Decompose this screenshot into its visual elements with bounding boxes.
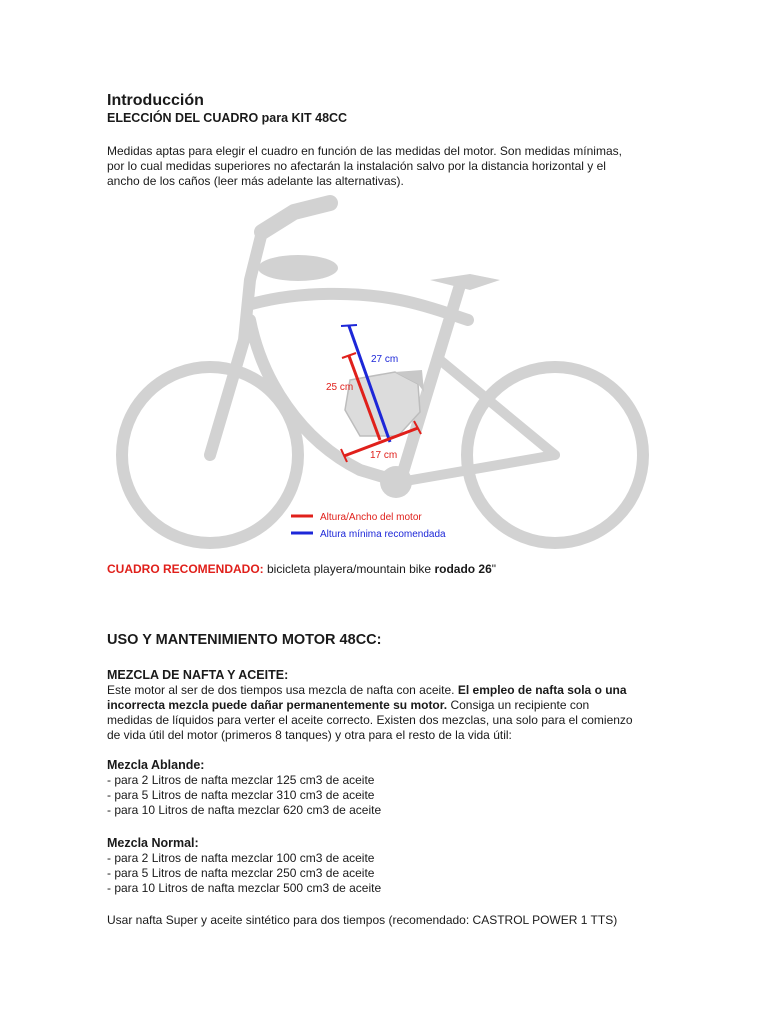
label-17cm: 17 cm <box>370 450 398 461</box>
intro-paragraph-line-2: por lo cual medidas superiores no afectarán la instalación salvo por la distancia horizontal y el <box>107 159 606 173</box>
normal-item: - para 2 Litros de nafta mezclar 100 cm3 de aceite <box>107 851 375 865</box>
intro-paragraph-line-1: Medidas aptas para elegir el cuadro en función de las medidas del motor. Son medidas mínimas, <box>107 144 622 158</box>
motor-block <box>345 372 420 436</box>
fuel-recommendation: Usar nafta Super y aceite sintético para dos tiempos (recomendado: CASTROL POWER 1 TTS) <box>107 913 618 927</box>
chain-stay <box>400 455 555 482</box>
mix-paragraph-line-3: medidas de líquidos para verter el aceite correcto. Existen dos mezclas, una solo para el comienzo <box>107 713 633 727</box>
ablande-item: - para 10 Litros de nafta mezclar 620 cm3 de aceite <box>107 803 382 817</box>
ablande-item: - para 5 Litros de nafta mezclar 310 cm3 de aceite <box>107 788 375 802</box>
legend-motor-label: Altura/Ancho del motor <box>320 512 422 523</box>
label-27cm: 27 cm <box>371 354 399 365</box>
seat <box>430 274 500 290</box>
intro-subtitle: ELECCIÓN DEL CUADRO para KIT 48CC <box>107 111 348 125</box>
mix-paragraph-line-4: de vida útil del motor (primeros 8 tanques) y otra para el resto de la vida útil: <box>107 728 512 742</box>
ablande-title: Mezcla Ablande: <box>107 758 205 772</box>
mix-title: MEZCLA DE NAFTA Y ACEITE: <box>107 668 289 682</box>
recommended-frame-line <box>107 562 496 577</box>
legend-min-label: Altura mínima recomendada <box>320 529 446 540</box>
normal-item: - para 10 Litros de nafta mezclar 500 cm3 de aceite <box>107 881 382 895</box>
label-25cm: 25 cm <box>326 382 354 393</box>
bicycle-illustration <box>122 203 643 543</box>
mix-paragraph-line-1 <box>107 683 627 698</box>
mix-line2-bold: incorrecta mezcla puede dañar permanentemente su motor. <box>107 698 448 712</box>
handlebar <box>262 203 330 232</box>
recommended-suffix: " <box>491 562 497 576</box>
recommended-size: rodado 26 <box>434 562 492 576</box>
intro-title: Introducción <box>107 92 204 109</box>
gas-tank <box>258 255 338 281</box>
normal-title: Mezcla Normal: <box>107 836 199 850</box>
mix-line1-text: Este motor al ser de dos tiempos usa mezcla de nafta con aceite. <box>107 683 458 697</box>
diagram-legend <box>291 512 446 540</box>
crank <box>380 466 412 498</box>
mix-line1-bold: El empleo de nafta sola o una <box>457 683 627 697</box>
intro-paragraph-line-3: ancho de los caños (leer más adelante las alternativas). <box>107 174 404 188</box>
ablande-item: - para 2 Litros de nafta mezclar 125 cm3 de aceite <box>107 773 375 787</box>
recommended-text: bicicleta playera/mountain bike <box>263 562 435 576</box>
mix-line2-text: Consiga un recipiente con <box>447 698 590 712</box>
top-tube <box>248 294 468 320</box>
maintenance-title: USO Y MANTENIMIENTO MOTOR 48CC: <box>107 632 382 648</box>
mix-paragraph-line-2 <box>107 698 589 713</box>
normal-item: - para 5 Litros de nafta mezclar 250 cm3 de aceite <box>107 866 375 880</box>
blue-measure-tick <box>341 325 357 326</box>
recommended-label: CUADRO RECOMENDADO: <box>107 562 264 576</box>
